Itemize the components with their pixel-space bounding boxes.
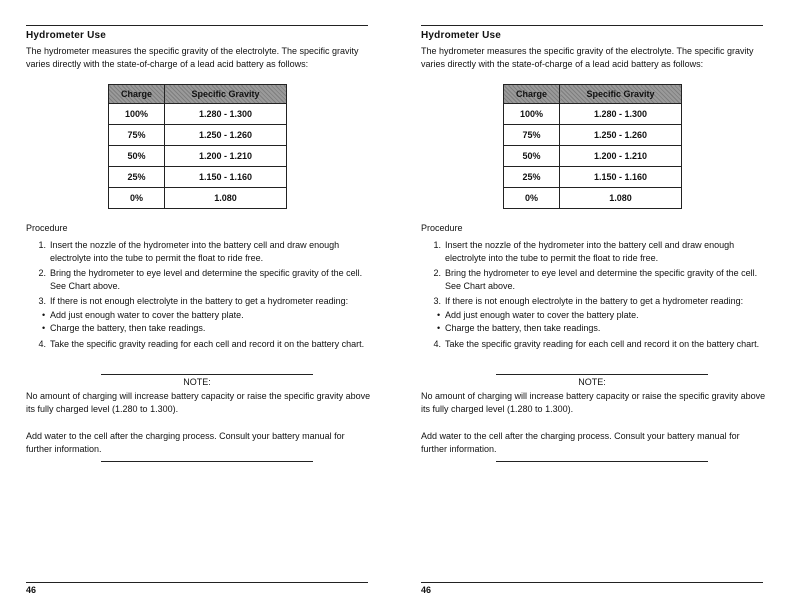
step-text: Insert the nozzle of the hydrometer into the battery cell and draw enough electrolyte into the tube to permit the float to ride free. <box>50 240 340 263</box>
note-title: NOTE: <box>183 377 211 387</box>
note-bottom-rule <box>496 461 708 462</box>
step-text: Take the specific gravity reading for each cell and record it on the battery chart. <box>445 338 760 349</box>
note-top-rule <box>496 374 708 375</box>
procedure-step <box>421 267 766 292</box>
right-page <box>421 0 791 614</box>
procedure-list <box>26 239 371 353</box>
charge-cell: 25% <box>504 167 560 188</box>
intro-paragraph: The hydrometer measures the specific gravity of the electrolyte. The specific gravity varies directly with the state-of-charge of a lead acid battery as follows: <box>26 46 359 69</box>
note-top-rule <box>101 374 313 375</box>
table-row <box>109 167 287 188</box>
section-heading: Hydrometer Use <box>26 30 107 41</box>
table-row <box>109 125 287 146</box>
gravity-cell: 1.080 <box>560 188 682 209</box>
table-row <box>504 125 682 146</box>
table-row <box>504 188 682 209</box>
charge-cell: 0% <box>109 188 165 209</box>
step-number: 4. <box>433 338 441 349</box>
note-additional-text: Add water to the cell after the charging process. Consult your battery manual for further information. <box>26 431 345 454</box>
procedure-step <box>26 267 371 292</box>
top-rule <box>26 25 368 26</box>
table-row <box>109 188 287 209</box>
gravity-cell: 1.150 - 1.160 <box>560 167 682 188</box>
table-row <box>109 104 287 125</box>
note-text: No amount of charging will increase battery capacity or raise the specific gravity above its fully charged level (1.280 to 1.300). <box>421 391 766 414</box>
table-row <box>504 167 682 188</box>
gravity-cell: 1.150 - 1.160 <box>165 167 287 188</box>
table-header-row <box>504 85 682 104</box>
gravity-cell: 1.200 - 1.210 <box>560 146 682 167</box>
procedure-step <box>421 295 766 308</box>
step-text: If there is not enough electrolyte in the battery to get a hydrometer reading: <box>50 296 349 306</box>
footer-rule <box>421 582 763 583</box>
procedure-step <box>26 295 371 308</box>
gravity-cell: 1.250 - 1.260 <box>165 125 287 146</box>
bullet-text: Charge the battery, then take readings. <box>445 323 601 333</box>
page-number: 46 <box>421 585 432 595</box>
step-text: Bring the hydrometer to eye level and determine the specific gravity of the cell. See Chart above. <box>50 268 363 291</box>
table-row <box>504 146 682 167</box>
charge-cell: 100% <box>109 104 165 125</box>
gravity-cell: 1.280 - 1.300 <box>560 104 682 125</box>
bullet-text: Add just enough water to cover the battery plate. <box>50 309 244 320</box>
sub-bullet <box>437 322 766 335</box>
charge-cell: 50% <box>504 146 560 167</box>
note-additional-text: Add water to the cell after the charging process. Consult your battery manual for further information. <box>421 431 740 454</box>
header-specific-gravity: Specific Gravity <box>165 85 287 104</box>
table-row <box>504 104 682 125</box>
sub-bullet <box>42 309 371 322</box>
specific-gravity-table <box>503 84 682 209</box>
bullet-dot-icon: • <box>42 323 46 333</box>
procedure-step <box>421 338 766 351</box>
table-header-row <box>109 85 287 104</box>
specific-gravity-table <box>108 84 287 209</box>
charge-cell: 25% <box>109 167 165 188</box>
sub-bullet <box>42 322 371 335</box>
top-rule <box>421 25 763 26</box>
procedure-step <box>26 338 371 351</box>
note-text: No amount of charging will increase battery capacity or raise the specific gravity above its fully charged level (1.280 to 1.300). <box>26 391 371 414</box>
table-row <box>109 146 287 167</box>
step-text: Insert the nozzle of the hydrometer into the battery cell and draw enough electrolyte into the tube to permit the float to ride free. <box>445 240 735 263</box>
step-number: 3. <box>38 296 46 306</box>
step-number: 1. <box>38 240 46 250</box>
header-specific-gravity: Specific Gravity <box>560 85 682 104</box>
charge-cell: 75% <box>504 125 560 146</box>
sub-bullet <box>437 309 766 322</box>
procedure-list <box>421 239 766 353</box>
gravity-cell: 1.200 - 1.210 <box>165 146 287 167</box>
bullet-text: Add just enough water to cover the battery plate. <box>445 309 639 320</box>
step-number: 1. <box>433 240 441 250</box>
header-charge: Charge <box>504 85 560 104</box>
procedure-title: Procedure <box>26 223 68 233</box>
step-number: 4. <box>38 338 46 349</box>
charge-cell: 0% <box>504 188 560 209</box>
bullet-dot-icon: • <box>437 323 441 333</box>
step-text: Bring the hydrometer to eye level and determine the specific gravity of the cell. See Chart above. <box>445 268 758 291</box>
charge-cell: 75% <box>109 125 165 146</box>
bullet-text: Charge the battery, then take readings. <box>50 323 206 333</box>
step-number: 2. <box>38 268 46 278</box>
charge-cell: 50% <box>109 146 165 167</box>
section-heading: Hydrometer Use <box>421 30 502 41</box>
procedure-step <box>26 239 371 264</box>
left-page <box>26 0 396 614</box>
charge-cell: 100% <box>504 104 560 125</box>
procedure-step <box>421 239 766 264</box>
procedure-title: Procedure <box>421 223 463 233</box>
step-number: 2. <box>433 268 441 278</box>
step-text: If there is not enough electrolyte in the battery to get a hydrometer reading: <box>445 296 744 306</box>
header-charge: Charge <box>109 85 165 104</box>
page-number: 46 <box>26 585 37 595</box>
bullet-dot-icon: • <box>437 309 441 320</box>
step-text: Take the specific gravity reading for each cell and record it on the battery chart. <box>50 338 365 349</box>
gravity-cell: 1.080 <box>165 188 287 209</box>
gravity-cell: 1.250 - 1.260 <box>560 125 682 146</box>
note-bottom-rule <box>101 461 313 462</box>
gravity-cell: 1.280 - 1.300 <box>165 104 287 125</box>
footer-rule <box>26 582 368 583</box>
bullet-dot-icon: • <box>42 309 46 320</box>
note-title: NOTE: <box>578 377 606 387</box>
intro-paragraph: The hydrometer measures the specific gravity of the electrolyte. The specific gravity varies directly with the state-of-charge of a lead acid battery as follows: <box>421 46 754 69</box>
step-number: 3. <box>433 296 441 306</box>
